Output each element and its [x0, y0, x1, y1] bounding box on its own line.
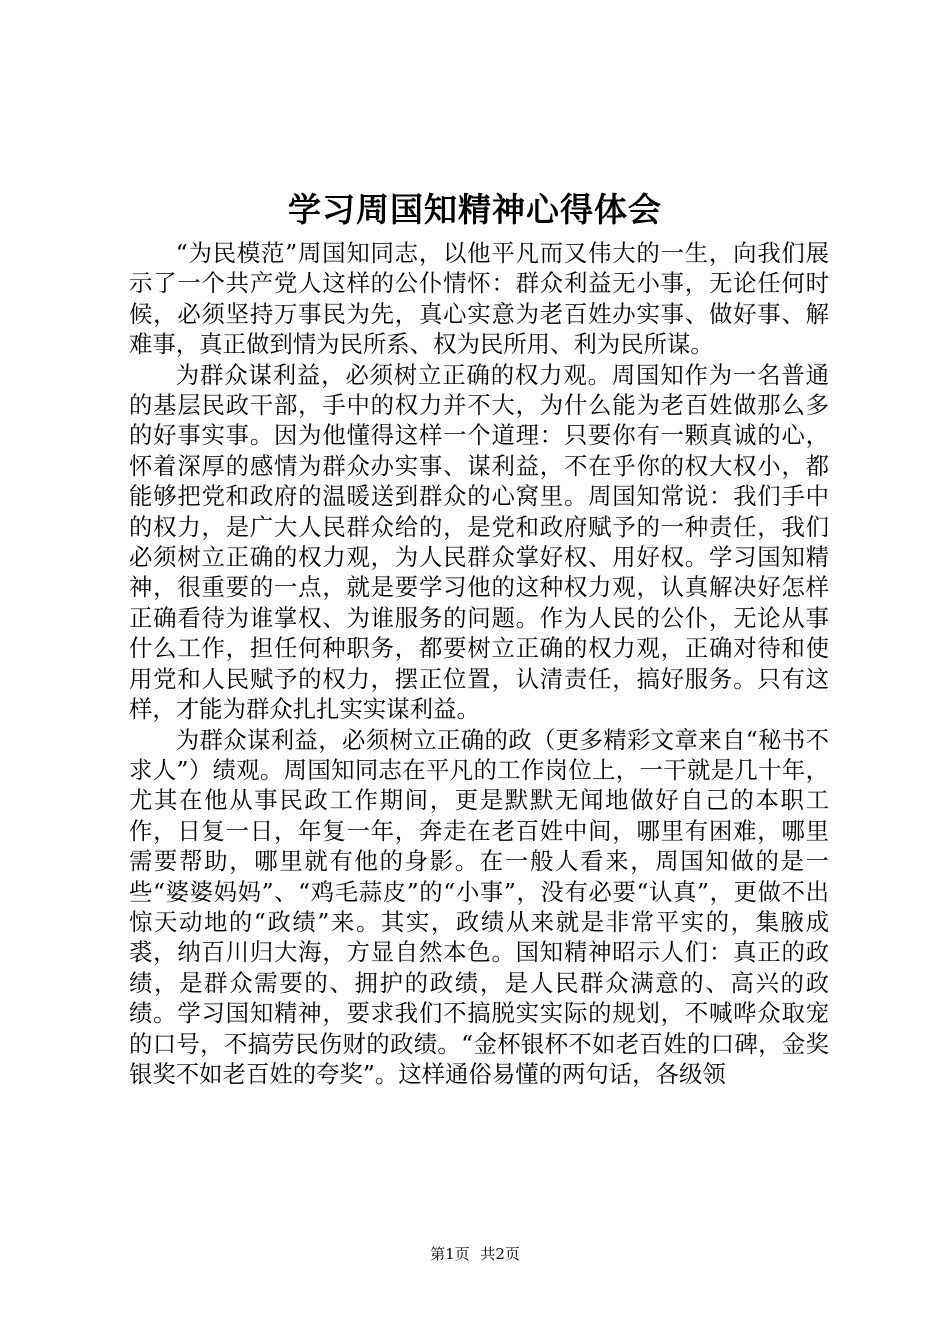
page-total: 共2页: [480, 1245, 520, 1263]
page-footer: [0, 1244, 950, 1264]
paragraph-2: 为群众谋利益，必须树立正确的权力观。周国知作为一名普通的基层民政干部，手中的权力并不大，为什么能为老百姓做那么多的好事实事。因为他懂得这样一个道理：只要你有一颗真诚的心，怀着深厚的感情为群众办实事、谋利益，不在乎你的权大权小，都能够把党和政府的温暖送到群众的心窝里。周国知常说：我们手中的权力，是广大人民群众给的，是党和政府赋予的一种责任，我们必须树立正确的权力观，为人民群众掌好权、用好权。学习国知精神，很重要的一点，就是要学习他的这种权力观，认真解决好怎样正确看待为谁掌权、为谁服务的问题。作为人民的公仆，无论从事什么工作，担任何种职务，都要树立正确的权力观，正确对待和使用党和人民赋予的权力，摆正位置，认清责任，搞好服务。只有这样，才能为群众扎扎实实谋利益。: [129, 360, 829, 724]
page-number: 第1页: [430, 1245, 470, 1263]
document-body: [129, 238, 829, 1089]
document-title: 学习周国知精神心得体会: [288, 190, 662, 229]
paragraph-3: 为群众谋利益，必须树立正确的政（更多精彩文章来自“秘书不求人”）绩观。周国知同志在平凡的工作岗位上，一干就是几十年，尤其在他从事民政工作期间，更是默默无闻地做好自己的本职工作，日复一日，年复一年，奔走在老百姓中间，哪里有困难，哪里需要帮助，哪里就有他的身影。在一般人看来，周国知做的是一些“婆婆妈妈”、“鸡毛蒜皮”的“小事”，没有必要“认真”，更做不出惊天动地的“政绩”来。其实，政绩从来就是非常平实的，集腋成裘，纳百川归大海，方显自然本色。国知精神昭示人们：真正的政绩，是群众需要的、拥护的政绩，是人民群众满意的、高兴的政绩。学习国知精神，要求我们不搞脱实实际的规划，不喊哗众取宠的口号，不搞劳民伤财的政绩。“金杯银杯不如老百姓的口碑，金奖银奖不如老百姓的夸奖”。这样通俗易懂的两句话，各级领: [129, 725, 829, 1088]
paragraph-1: “为民模范”周国知同志，以他平凡而又伟大的一生，向我们展示了一个共产党人这样的公仆情怀：群众利益无小事，无论任何时候，必须坚持万事民为先，真心实意为老百姓办实事、做好事、解难事，真正做到情为民所系、权为民所用、利为民所谋。: [129, 239, 829, 359]
